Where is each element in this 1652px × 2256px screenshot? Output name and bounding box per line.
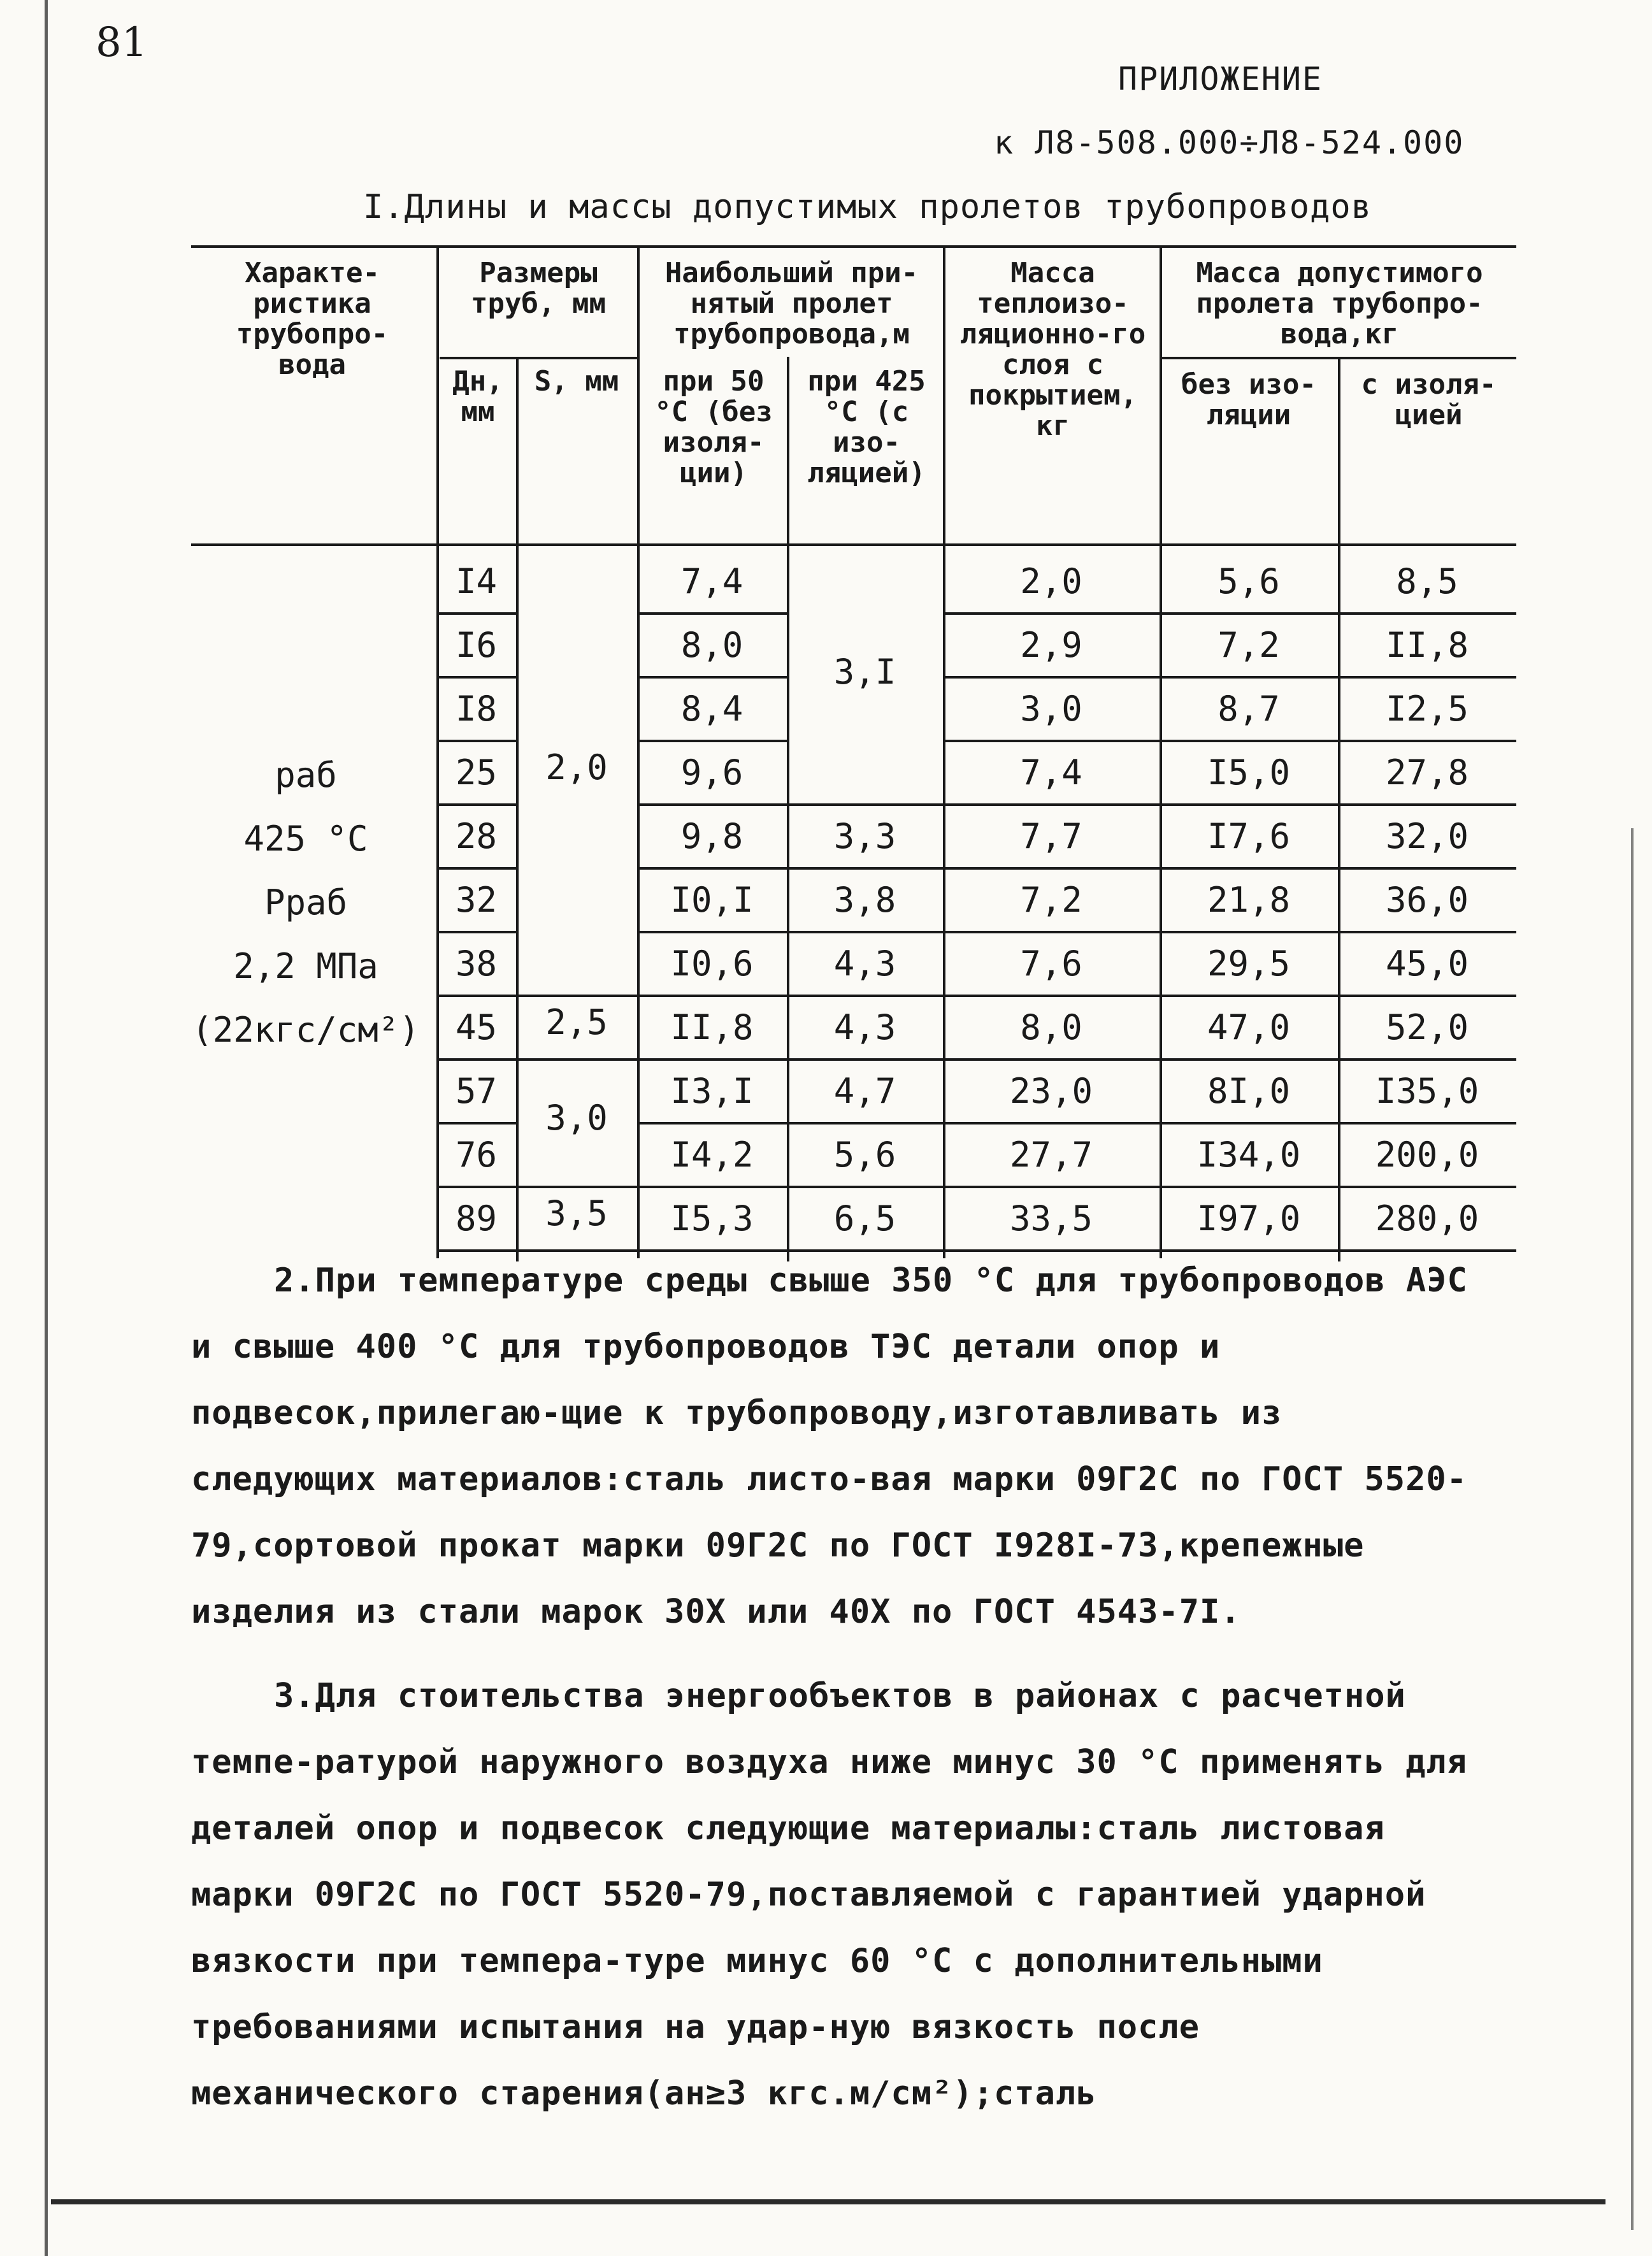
cell-span425: 4,7 <box>833 1071 896 1111</box>
header-mass-insulation: с изоля-цией <box>1361 368 1497 431</box>
cell-span425 <box>787 741 943 805</box>
cell-span50: I3,I <box>670 1071 754 1111</box>
cell-span425 <box>787 677 943 741</box>
s-value-group-3: 3,0 <box>545 1098 608 1138</box>
page-number: 81 <box>96 19 148 66</box>
cell-m1: 5,6 <box>1217 561 1280 601</box>
cell-dn: 57 <box>455 1071 498 1111</box>
header-s: S, мм <box>534 365 619 398</box>
cell-span50: I5,3 <box>670 1198 754 1239</box>
cell-m2: 45,0 <box>1385 944 1469 984</box>
cell-ins: 23,0 <box>1009 1071 1093 1111</box>
cell-span425 <box>787 614 943 677</box>
cell-ins: 33,5 <box>1009 1198 1093 1239</box>
cell-m1: 21,8 <box>1207 880 1291 920</box>
row-label-line4: 2,2 МПа <box>233 946 378 986</box>
cell-m1: I5,0 <box>1207 752 1291 793</box>
cell-m1: 8I,0 <box>1207 1071 1291 1111</box>
cell-span425: 4,3 <box>833 1007 896 1047</box>
header-span-50: при 50 °C (без изоля-ции) <box>654 365 773 489</box>
cell-m1: 7,2 <box>1217 625 1280 665</box>
row-label-line3: Рраб <box>264 882 348 923</box>
bottom-border-line <box>51 2199 1605 2204</box>
cell-m1: I34,0 <box>1196 1135 1301 1175</box>
header-sizes: Размеры труб, мм <box>471 257 606 320</box>
cell-m2: 52,0 <box>1385 1007 1469 1047</box>
cell-dn: I4 <box>455 561 498 601</box>
cell-ins: 7,2 <box>1020 880 1082 920</box>
paragraph-2-text: 2.При температуре среды свыше 350 °С для трубопроводов АЭС и свыше 400 °С для трубопроводов ТЭС детали опор и подвесок,прилегаю-щие к трубопроводу,изготавливать из следующих материалов:сталь листо-вая марки 09Г2С по ГОСТ 5520-79,сортовой прокат марки 09Г2С по ГОСТ I928I-73,крепежные изделия из стали марок 30Х или 40Х по ГОСТ 4543-7I. <box>191 1261 1468 1631</box>
cell-m2: 200,0 <box>1375 1135 1479 1175</box>
cell-dn: I6 <box>455 625 498 665</box>
right-edge-line <box>1631 828 1634 2230</box>
header-characteristic: Характе-ристика трубопро-вода <box>236 257 389 381</box>
cell-ins: 27,7 <box>1009 1135 1093 1175</box>
cell-ins: 7,7 <box>1020 816 1082 856</box>
cell-dn: 32 <box>455 880 498 920</box>
cell-span425: 6,5 <box>833 1198 896 1239</box>
spans-table <box>191 245 1516 1258</box>
cell-m1: 29,5 <box>1207 944 1291 984</box>
sizes-subheader-line <box>440 357 637 359</box>
cell-dn: 28 <box>455 816 498 856</box>
table-title: I.Длины и массы допустимых пролетов трубопроводов <box>363 188 1372 226</box>
cell-ins: 8,0 <box>1020 1007 1082 1047</box>
cell-m2: 8,5 <box>1396 561 1458 601</box>
cell-m2: 36,0 <box>1385 880 1469 920</box>
header-mass-no-insulation: без изо-ляции <box>1181 368 1316 431</box>
cell-dn: 76 <box>455 1135 498 1175</box>
s-value-group-4: 3,5 <box>545 1193 608 1233</box>
cell-span425: 5,6 <box>833 1135 896 1175</box>
cell-m1: I7,6 <box>1207 816 1291 856</box>
span425-merged: 3,I <box>833 652 896 692</box>
cell-dn: 89 <box>455 1198 498 1239</box>
paragraph-3 <box>191 1663 1484 2127</box>
cell-span50: 8,0 <box>680 625 743 665</box>
cell-span50: I4,2 <box>670 1135 754 1175</box>
cell-span50: II,8 <box>670 1007 754 1047</box>
cell-ins: 2,9 <box>1020 625 1082 665</box>
paragraph-3-text: 3.Для стоительства энергообъектов в районах с расчетной темпе-ратурой наружного воздуха ниже минус 30 °С применять для деталей опор и подвесок следующие материалы:сталь листовая марки 09Г2С по ГОСТ 5520-79,поставляемой с гарантией ударной вязкости при темпера-туре минус 60 °С с дополнительными требованиями испытания на удар-ную вязкость после механического старения(aн≥3 кгс.м/см²);сталь <box>191 1677 1468 2113</box>
cell-ins: 7,6 <box>1020 944 1082 984</box>
s-value-group-1: 2,0 <box>545 747 608 787</box>
paragraph-2 <box>191 1247 1484 1645</box>
cell-m1: I97,0 <box>1196 1198 1301 1239</box>
cell-span50: 8,4 <box>680 689 743 729</box>
cell-m2: 32,0 <box>1385 816 1469 856</box>
cell-m2: I2,5 <box>1385 689 1469 729</box>
row-label-line2: 425 °C <box>243 819 368 859</box>
cell-span50: I0,I <box>670 880 754 920</box>
cell-span50: 9,6 <box>680 752 743 793</box>
cell-m1: 8,7 <box>1217 689 1280 729</box>
cell-dn: I8 <box>455 689 498 729</box>
table-top-border <box>191 245 1516 248</box>
cell-span425: 3,3 <box>833 816 896 856</box>
cell-span50: 9,8 <box>680 816 743 856</box>
cell-m2: I35,0 <box>1375 1071 1479 1111</box>
cell-span425 <box>787 550 943 614</box>
row-line <box>516 1186 637 1188</box>
cell-dn: 38 <box>455 944 498 984</box>
header-bottom-border <box>191 543 1516 546</box>
cell-span425: 4,3 <box>833 944 896 984</box>
cell-dn: 25 <box>455 752 498 793</box>
appendix-title: ПРИЛОЖЕНИЕ <box>1118 61 1323 97</box>
header-insulation-mass: Масса теплоизо-ляционно-го слоя с покрытием, кг <box>959 257 1146 442</box>
cell-dn: 45 <box>455 1007 498 1047</box>
header-span-mass: Масса допустимого пролета трубопро-вода,кг <box>1196 257 1483 350</box>
cell-span50: 7,4 <box>680 561 743 601</box>
cell-ins: 7,4 <box>1020 752 1082 793</box>
cell-m1: 47,0 <box>1207 1007 1291 1047</box>
cell-m2: 27,8 <box>1385 752 1469 793</box>
row-label-line5: (22кгс/см²) <box>192 1010 420 1050</box>
s-value-group-2: 2,5 <box>545 1002 608 1042</box>
header-span-425: при 425 °C (с изо-ляцией) <box>807 365 926 489</box>
cell-span425: 3,8 <box>833 880 896 920</box>
header-dn: Дн, мм <box>452 365 503 428</box>
cell-m2: II,8 <box>1385 625 1469 665</box>
row-line <box>516 1058 637 1061</box>
cell-ins: 2,0 <box>1020 561 1082 601</box>
cell-ins: 3,0 <box>1020 689 1082 729</box>
appendix-reference: к Л8-508.000÷Л8-524.000 <box>994 124 1465 161</box>
cell-m2: 280,0 <box>1375 1198 1479 1239</box>
header-span: Наибольший при-нятый пролет трубопровода,м <box>664 257 919 350</box>
row-label-line1: раб <box>275 755 337 795</box>
row-line <box>516 995 637 997</box>
left-margin-line <box>45 0 48 2256</box>
cell-span50: I0,6 <box>670 944 754 984</box>
